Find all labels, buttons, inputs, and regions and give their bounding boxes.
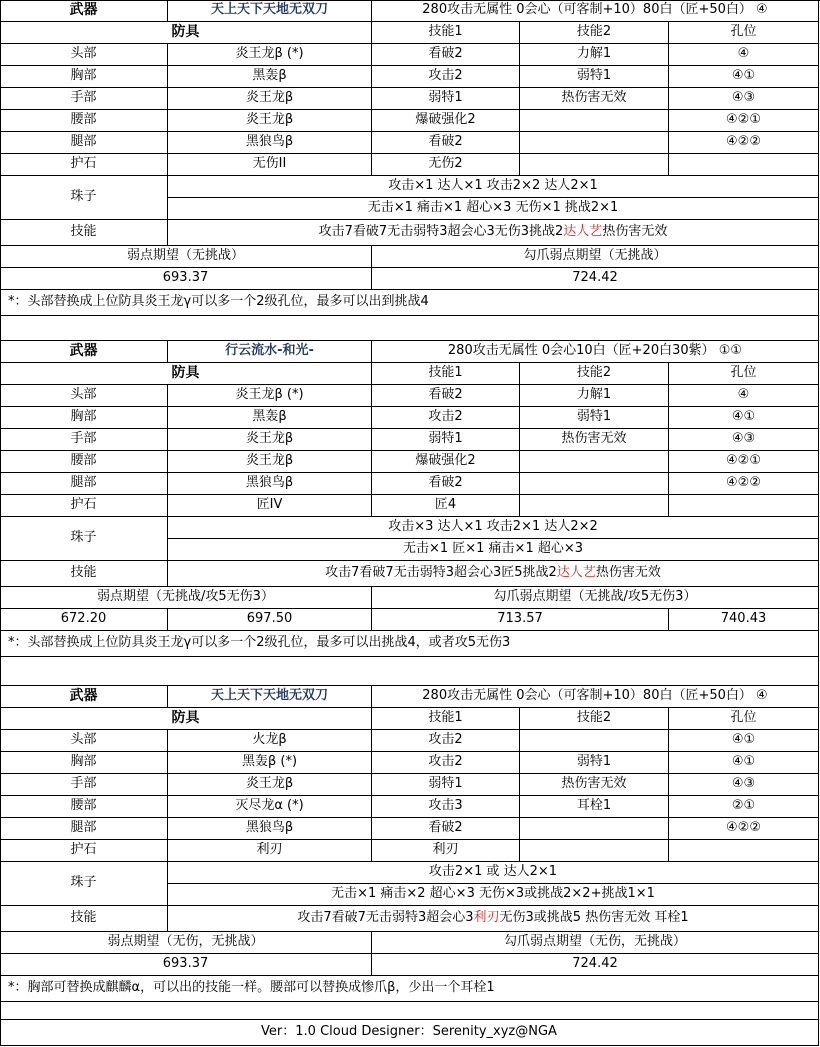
build-3-exp-value-1: 724.42 (372, 954, 819, 976)
build-3-skill1-1: 攻击2 (372, 752, 520, 774)
build-3-armor-4: 黑狼鸟β (168, 818, 372, 840)
build-2-skill2-1: 弱特1 (520, 407, 669, 429)
build-1-skill2-0: 力解1 (520, 44, 669, 66)
build-1-skills-label: 技能 (0, 220, 168, 246)
build-1-skill1-header: 技能1 (372, 22, 520, 44)
build-3-part-5: 护石 (0, 840, 168, 862)
build-3-slots-2: ④③ (669, 774, 819, 796)
build-1-exp-label-right: 勾爪弱点期望（无挑战） (372, 246, 819, 268)
build-2-skills-text: 攻击7看破7无击弱特3超会心3匠5挑战2 (325, 565, 557, 581)
build-3-part-0: 头部 (0, 730, 168, 752)
build-1-slots-4: ④②② (669, 132, 819, 154)
build-3-exp-label-left: 弱点期望（无伤，无挑战） (0, 932, 372, 954)
build-2-slots-4: ④②② (669, 473, 819, 495)
build-2-skill1-2: 弱特1 (372, 429, 520, 451)
build-3-armor-0: 火龙β (168, 730, 372, 752)
build-1-part-5: 护石 (0, 154, 168, 176)
build-3-skill2-2: 热伤害无效 (520, 774, 669, 796)
build-1-armor-4: 黑狼鸟β (168, 132, 372, 154)
build-3-exp-value-0: 693.37 (0, 954, 372, 976)
build-3-armor-1: 黑轰β (*) (168, 752, 372, 774)
build-3-slots-header: 孔位 (669, 708, 819, 730)
build-2-skills-highlight: 达人艺 (556, 565, 596, 581)
build-3-skill2-header: 技能2 (520, 708, 669, 730)
build-2-weapon-name: 行云流水-和光- (168, 341, 372, 363)
build-1-armor-0: 炎王龙β (*) (168, 44, 372, 66)
build-2-armor-3: 炎王龙β (168, 451, 372, 473)
build-3-slots-4: ④②② (669, 818, 819, 840)
build-2-part-0: 头部 (0, 385, 168, 407)
build-2-exp-value-2: 713.57 (372, 609, 669, 631)
build-1-slots-0: ④ (669, 44, 819, 66)
build-2-skill1-4: 看破2 (372, 473, 520, 495)
build-1-skill1-0: 看破2 (372, 44, 520, 66)
build-3-jewel-line2: 无击×1 痛击×2 超心×3 无伤×3或挑战2×2+挑战1×1 (168, 884, 819, 906)
build-2-weapon-label: 武器 (0, 341, 168, 363)
build-2-armor-5: 匠IV (168, 495, 372, 517)
build-2-armor-2: 炎王龙β (168, 429, 372, 451)
build-2-part-1: 胸部 (0, 407, 168, 429)
build-3-jewel-label: 珠子 (0, 862, 168, 906)
build-2-slots-0: ④ (669, 385, 819, 407)
build-2-exp-value-1: 697.50 (168, 609, 372, 631)
build-2-note: *：头部替换成上位防具炎王龙γ可以多一个2级孔位，最多可以出挑战4，或者攻5无伤3 (0, 631, 819, 657)
build-2-weapon-stats: 280攻击无属性 0会心10白（匠+20白30紫） ①① (372, 341, 819, 363)
build-1-armor-3: 炎王龙β (168, 110, 372, 132)
build-3-slots-0: ④① (669, 730, 819, 752)
build-2-jewel-line2: 无击×1 匠×1 痛击×1 超心×3 (168, 539, 819, 561)
build-1-exp-label-left: 弱点期望（无挑战） (0, 246, 372, 268)
build-2-exp-value-0: 672.20 (0, 609, 168, 631)
build-2-armor-header: 防具 (0, 363, 372, 385)
build-1-skill1-2: 弱特1 (372, 88, 520, 110)
build-3-skills-text: 攻击7看破7无击弱特3超会心3 (297, 910, 474, 926)
build-3-skills-highlight: 利刃 (473, 910, 500, 926)
build-3-jewel-line1: 攻击2×1 或 达人2×1 (168, 862, 819, 884)
build-1-armor-2: 炎王龙β (168, 88, 372, 110)
build-3-skill1-3: 攻击3 (372, 796, 520, 818)
build-3-skills-tail: 无伤3或挑战5 热伤害无效 耳栓1 (499, 910, 689, 926)
build-3-exp-label-right: 勾爪弱点期望（无伤，无挑战） (372, 932, 819, 954)
build-2-skill1-0: 看破2 (372, 385, 520, 407)
build-3-skill1-5: 利刃 (372, 840, 520, 862)
build-3-armor-header: 防具 (0, 708, 372, 730)
build-1-slots-2: ④③ (669, 88, 819, 110)
build-1-slots-1: ④① (669, 66, 819, 88)
version-footer: Ver：1.0 Cloud Designer：Serenity_xyz@NGA (0, 1020, 819, 1046)
build-1-skills-highlight: 达人艺 (563, 224, 603, 240)
build-3-weapon-name: 天上天下天地无双刀 (168, 686, 372, 708)
build-2-exp-value-3: 740.43 (669, 609, 819, 631)
build-2-skill1-5: 匠4 (372, 495, 520, 517)
build-1-skills-text: 攻击7看破7无击弱特3超会心3无伤3挑战2 (318, 224, 564, 240)
build-3-armor-3: 灭尽龙α (*) (168, 796, 372, 818)
build-1-skills-tail: 热伤害无效 (602, 224, 668, 240)
build-1-exp-value-1: 724.42 (372, 268, 819, 290)
build-1-jewel-label: 珠子 (0, 176, 168, 220)
build-3-weapon-stats: 280攻击无属性 0会心（可客制+10）80白（匠+50白） ④ (372, 686, 819, 708)
build-1-jewel-line1: 攻击×1 达人×1 攻击2×2 达人2×1 (168, 176, 819, 198)
build-1-skill1-4: 看破2 (372, 132, 520, 154)
build-2-slots-1: ④① (669, 407, 819, 429)
build-1-part-3: 腰部 (0, 110, 168, 132)
build-2-slots-2: ④③ (669, 429, 819, 451)
build-1-skill2-header: 技能2 (520, 22, 669, 44)
build-3-part-2: 手部 (0, 774, 168, 796)
build-1-skill1-1: 攻击2 (372, 66, 520, 88)
build-2-exp-label-right: 勾爪弱点期望（无挑战/攻5无伤3） (372, 587, 819, 609)
build-2-skills-label: 技能 (0, 561, 168, 587)
build-1-weapon-label: 武器 (0, 0, 168, 22)
build-3-armor-5: 利刃 (168, 840, 372, 862)
build-2-part-4: 腿部 (0, 473, 168, 495)
build-1-exp-value-0: 693.37 (0, 268, 372, 290)
build-1-jewel-line2: 无击×1 痛击×1 超心×3 无伤×1 挑战2×1 (168, 198, 819, 220)
build-3-armor-2: 炎王龙β (168, 774, 372, 796)
build-2-skill1-1: 攻击2 (372, 407, 520, 429)
build-1-armor-header: 防具 (0, 22, 372, 44)
build-2-slots-header: 孔位 (669, 363, 819, 385)
build-3-skill2-1: 弱特1 (520, 752, 669, 774)
build-3-note: *：胸部可替换成麒麟α，可以出的技能一样。腰部可以替换成惨爪β，少出一个耳栓1 (0, 976, 819, 1002)
build-2-exp-label-left: 弱点期望（无挑战/攻5无伤3） (0, 587, 372, 609)
build-3-slots-3: ②① (669, 796, 819, 818)
build-1-skill1-5: 无伤2 (372, 154, 520, 176)
build-1-part-0: 头部 (0, 44, 168, 66)
build-3-skill1-0: 攻击2 (372, 730, 520, 752)
build-1-weapon-name: 天上天下天地无双刀 (168, 0, 372, 22)
build-2-skill1-header: 技能1 (372, 363, 520, 385)
build-2-part-5: 护石 (0, 495, 168, 517)
build-2-skill1-3: 爆破强化2 (372, 451, 520, 473)
build-2-skill2-2: 热伤害无效 (520, 429, 669, 451)
build-2-slots-3: ④②① (669, 451, 819, 473)
build-1-armor-5: 无伤II (168, 154, 372, 176)
build-3-skills-label: 技能 (0, 906, 168, 932)
build-3-part-3: 腰部 (0, 796, 168, 818)
build-1-skill2-2: 热伤害无效 (520, 88, 669, 110)
build-3-skill1-header: 技能1 (372, 708, 520, 730)
build-1-part-1: 胸部 (0, 66, 168, 88)
build-3-part-1: 胸部 (0, 752, 168, 774)
build-3-skill2-3: 耳栓1 (520, 796, 669, 818)
build-3-slots-1: ④① (669, 752, 819, 774)
build-1-slots-3: ④②① (669, 110, 819, 132)
build-2-armor-0: 炎王龙β (*) (168, 385, 372, 407)
build-2-skills-tail: 热伤害无效 (595, 565, 661, 581)
build-1-part-4: 腿部 (0, 132, 168, 154)
build-1-part-2: 手部 (0, 88, 168, 110)
build-1-weapon-stats: 280攻击无属性 0会心（可客制+10）80白（匠+50白） ④ (372, 0, 819, 22)
build-2-jewel-label: 珠子 (0, 517, 168, 561)
build-2-part-3: 腰部 (0, 451, 168, 473)
build-3-part-4: 腿部 (0, 818, 168, 840)
build-1-slots-header: 孔位 (669, 22, 819, 44)
build-1-note: *：头部替换成上位防具炎王龙γ可以多一个2级孔位，最多可以出到挑战4 (0, 290, 819, 316)
build-1-skill2-1: 弱特1 (520, 66, 669, 88)
build-2-part-2: 手部 (0, 429, 168, 451)
build-3-weapon-label: 武器 (0, 686, 168, 708)
build-1-skill1-3: 爆破强化2 (372, 110, 520, 132)
build-3-skill1-4: 看破2 (372, 818, 520, 840)
build-3-skill1-2: 弱特1 (372, 774, 520, 796)
build-2-jewel-line1: 攻击×3 达人×1 攻击2×1 达人2×2 (168, 517, 819, 539)
build-2-armor-1: 黑轰β (168, 407, 372, 429)
build-2-skill2-header: 技能2 (520, 363, 669, 385)
build-1-armor-1: 黑轰β (168, 66, 372, 88)
build-2-armor-4: 黑狼鸟β (168, 473, 372, 495)
build-2-skill2-0: 力解1 (520, 385, 669, 407)
